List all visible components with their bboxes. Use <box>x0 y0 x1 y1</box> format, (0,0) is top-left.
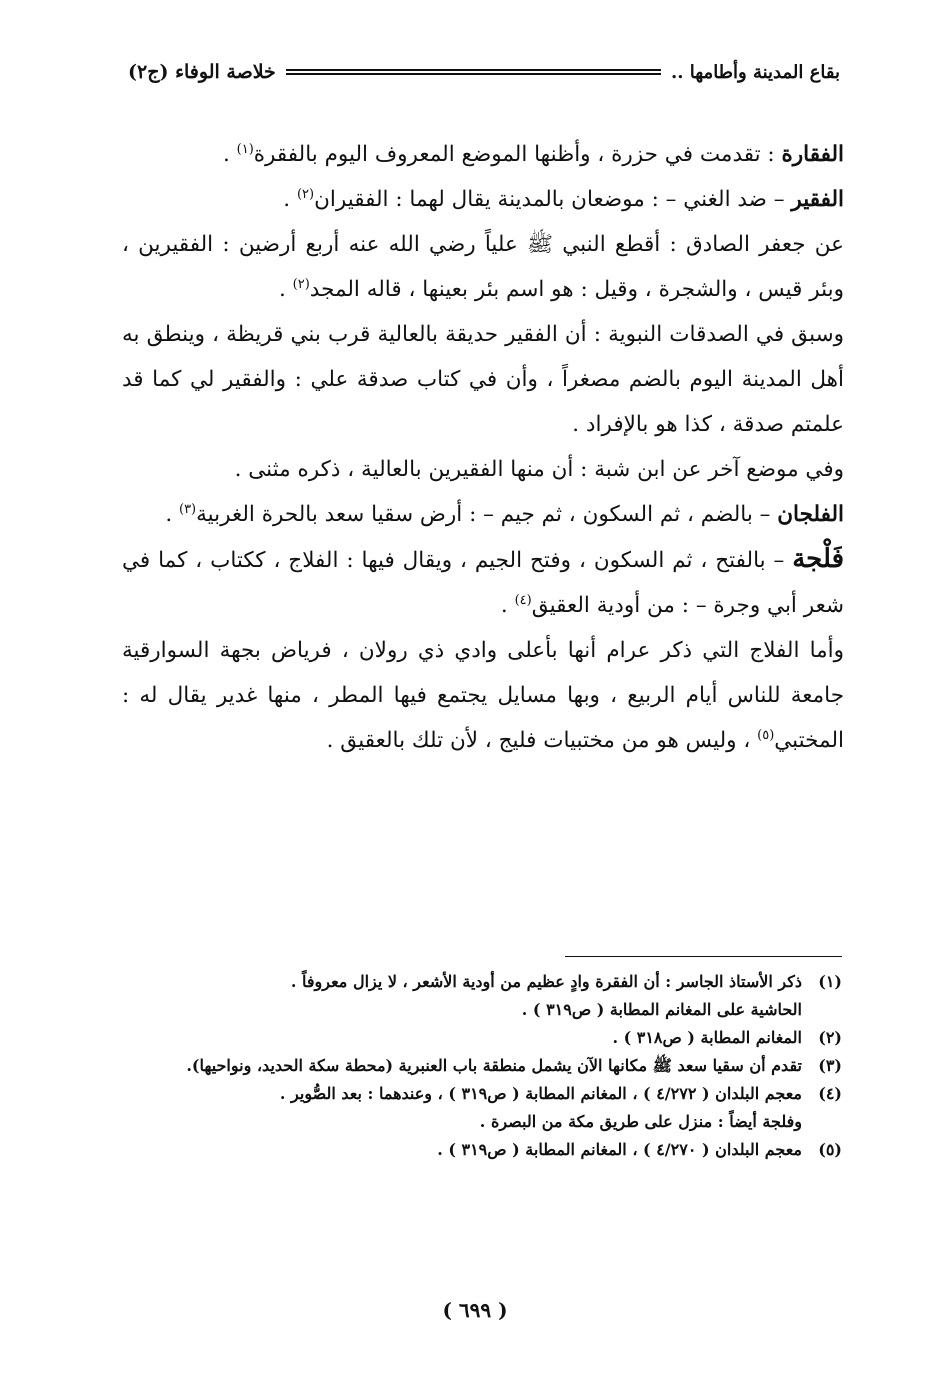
paragraph-text: : تقدمت في حزرة ، وأظنها الموضع المعروف اليوم بالفقرة <box>253 142 782 167</box>
page-number: ( ٦٩٩ ) <box>442 1298 508 1322</box>
footnote-line: وفلجة أيضاً : منزل على طريق مكة من البصرة . <box>479 1112 802 1131</box>
footnote <box>120 1136 842 1164</box>
paragraph-text: – بالضم ، ثم السكون ، ثم جيم – : أرض سقيا سعد بالحرة الغربية <box>196 502 778 527</box>
entry-term: الفلجان <box>777 502 844 527</box>
paragraph-tail: . <box>500 593 515 618</box>
paragraph <box>122 177 844 222</box>
entry-term: الفقارة <box>781 142 844 167</box>
paragraph-tail: . <box>165 502 179 527</box>
paragraph <box>122 222 844 312</box>
footnote-line: المغانم المطابة ( ص٣١٨ ) . <box>612 1028 802 1047</box>
running-header <box>128 52 840 92</box>
paragraph-tail: . <box>278 277 293 302</box>
footnote-line: الحاشية على المغانم المطابة ( ص٣١٩ ) . <box>521 1000 802 1019</box>
footnote-number: (٣) <box>818 1056 842 1075</box>
footnote-ref[interactable]: (٥) <box>757 727 775 743</box>
footnote-ref[interactable]: (١) <box>236 141 254 157</box>
paragraph-text: – بالفتح ، ثم السكون ، وفتح الجيم ، ويقال فيها : الفلاج ، ككتاب ، كما في شعر أبي وجرة – : من أودية العقيق <box>122 548 844 618</box>
paragraph-text: وأما الفلاج التي ذكر عرام أنها بأعلى وادي ذي رولان ، فرياض بجهة السوارقية جامعة للناس أيام الربيع ، وبها مسايل يجتمع فيها المطر ، منها غدير يقال له : المختبي <box>122 638 844 753</box>
entry-term: الفقير <box>791 187 844 212</box>
paragraph <box>122 537 844 628</box>
footnote-ref[interactable]: (٤) <box>514 592 532 608</box>
footnote-number: (٢) <box>818 1028 842 1047</box>
footnote-separator <box>565 956 842 957</box>
footnote-number: (٥) <box>818 1140 842 1159</box>
footnote <box>120 1052 842 1080</box>
footnote-number: (٤) <box>818 1084 842 1103</box>
paragraph <box>122 628 844 763</box>
paragraph <box>122 492 844 537</box>
book-title: خلاصة الوفاء (ج٢) <box>128 61 276 83</box>
footnote <box>120 968 842 1024</box>
header-double-rule <box>286 68 661 76</box>
paragraph-text: وسبق في الصدقات النبوية : أن الفقير حديقة بالعالية قرب بني قريظة ، وينطق به أهل المدينة اليوم بالضم مصغراً ، وأن في كتاب صدقة علي : والفقير لي كما قد علمتم صدقة ، كذا هو بالإفراد . <box>122 322 844 437</box>
footnote-line: ذكر الأستاذ الجاسر : أن الفقرة وادٍ عظيم من أودية الأشعر ، لا يزال معروفاً . <box>290 972 802 991</box>
footnote <box>120 1024 842 1052</box>
paragraph-text: – ضد الغني – : موضعان بالمدينة يقال لهما : الفقيران <box>314 187 792 212</box>
footnote-ref[interactable]: (٢) <box>292 276 310 292</box>
paragraph-tail: ، وليس هو من مختبيات فليج ، لأن تلك بالعقيق . <box>326 728 758 753</box>
footnote <box>120 1080 842 1136</box>
paragraph-tail: . <box>222 142 237 167</box>
paragraph-text: عن جعفر الصادق : أقطع النبي ﷺ علياً رضي الله عنه أربع أرضين : الفقيرين ، وبئر قيس ، والشجرة ، وقيل : هو اسم بئر بعينها ، قاله المجد <box>122 232 844 302</box>
paragraph-tail: . <box>283 187 297 212</box>
footnote-line: معجم البلدان ( ٤/٢٧٠ ) ، المغانم المطابة ( ص٣١٩ ) . <box>437 1140 802 1159</box>
footnote-ref[interactable]: (٣) <box>178 501 197 517</box>
footnote-line: معجم البلدان ( ٤/٢٧٢ ) ، المغانم المطابة ( ص٣١٩ ) ، وعندهما : بعد الصُّوير . <box>279 1084 802 1103</box>
main-text <box>122 132 844 763</box>
footnote-line: تقدم أن سقيا سعد ﷺ مكانها الآن يشمل منطقة باب العنبرية (محطة سكة الحديد، ونواحيها). <box>186 1056 802 1075</box>
paragraph <box>122 447 844 492</box>
paragraph-text: وفي موضع آخر عن ابن شبة : أن منها الفقيرين بالعالية ، ذكره مثنى . <box>234 457 844 482</box>
footnotes <box>120 968 842 1164</box>
paragraph <box>122 132 844 177</box>
entry-term: فَلْجة <box>792 544 844 574</box>
section-title: بقاع المدينة وأطامها .. <box>670 61 840 83</box>
footnote-number: (١) <box>818 972 842 991</box>
footnote-ref[interactable]: (٢) <box>296 186 315 202</box>
paragraph <box>122 312 844 447</box>
